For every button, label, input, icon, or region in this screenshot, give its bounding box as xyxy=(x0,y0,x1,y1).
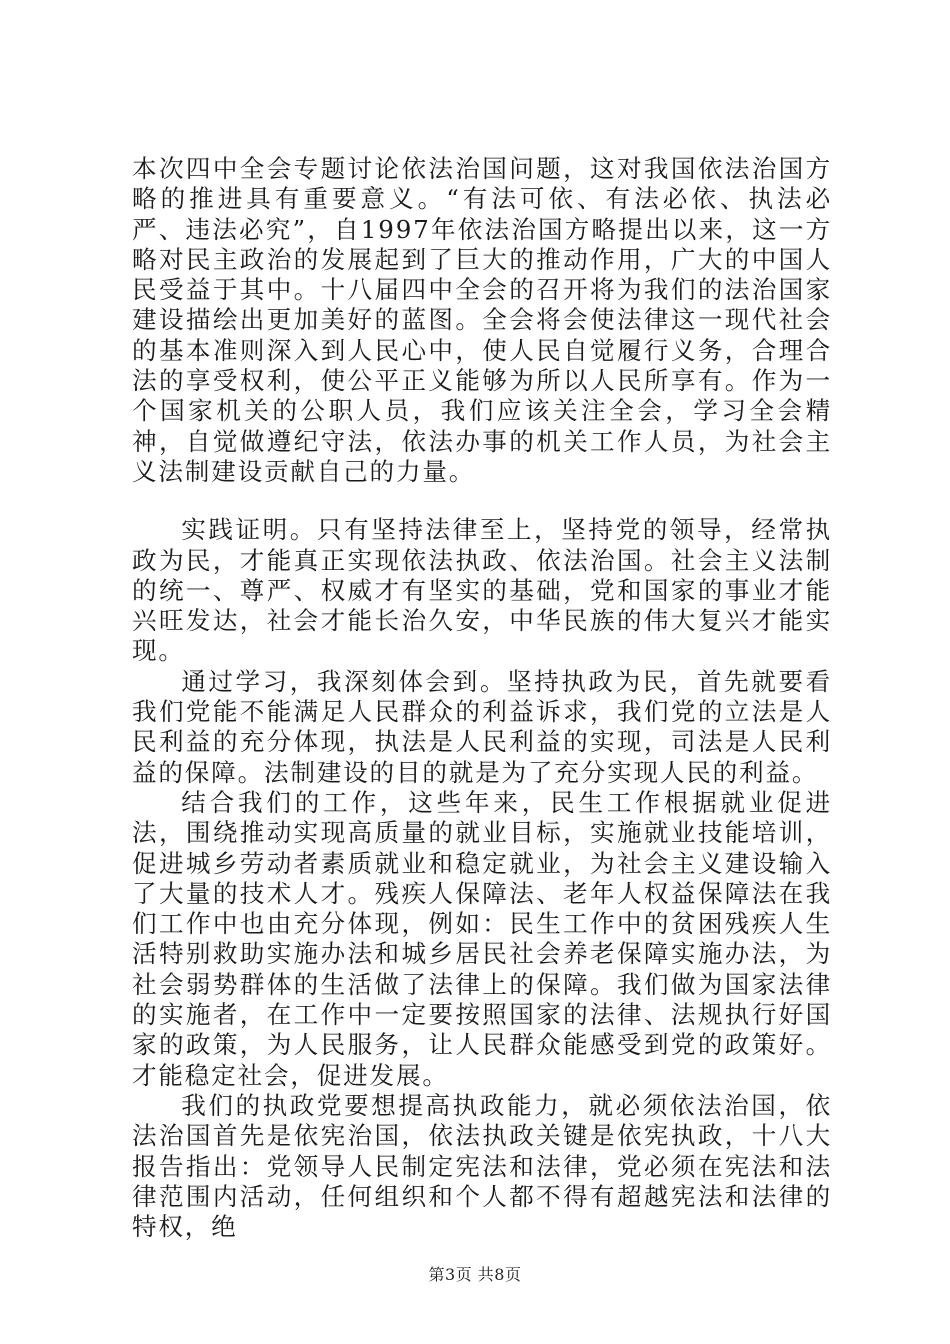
paragraph-gap xyxy=(132,487,832,515)
paragraph-1: 本次四中全会专题讨论依法治国问题，这对我国依法治国方略的推进具有重要意义。“有法可依、有法必依、执法必严、违法必究”，自1997年依法治国方略提出以来，这一方略对民主政治的发展起到了巨大的推动作用，广大的中国人民受益于其中。十八届四中全会的召开将为我们的法治国家建设描绘出更加美好的蓝图。全会将会使法律这一现代社会的基本准则深入到人民心中，使人民自觉履行义务，合理合法的享受权利，使公平正义能够为所以人民所享有。作为一个国家机关的公职人员，我们应该关注全会，学习全会精神，自觉做遵纪守法，依法办事的机关工作人员，为社会主义法制建设贡献自己的力量。 xyxy=(132,154,832,486)
paragraph-4: 结合我们的工作，这些年来，民生工作根据就业促进法，围绕推动实现高质量的就业目标，实施就业技能培训，促进城乡劳动者素质就业和稳定就业，为社会主义建设输入了大量的技术人才。残疾人保障法、老年人权益保障法在我们工作中也由充分体现，例如：民生工作中的贫困残疾人生活特别救助实施办法和城乡居民社会养老保障实施办法，为社会弱势群体的生活做了法律上的保障。我们做为国家法律的实施者，在工作中一定要按照国家的法律、法规执行好国家的政策，为人民服务，让人民群众能感受到党的政策好。才能稳定社会，促进发展。 xyxy=(132,787,832,1090)
page-footer: 第3页 共8页 xyxy=(428,1265,522,1284)
paragraph-2: 实践证明。只有坚持法律至上，坚持党的领导，经常执政为民，才能真正实现依法执政、依法治国。社会主义法制的统一、尊严、权威才有坚实的基础，党和国家的事业才能兴旺发达，社会才能长治久安，中华民族的伟大复兴才能实现。 xyxy=(132,515,832,666)
paragraph-3: 通过学习，我深刻体会到。坚持执政为民，首先就要看我们党能不能满足人民群众的利益诉求，我们党的立法是人民利益的充分体现，执法是人民利益的实现，司法是人民利益的保障。法制建设的目的就是为了充分实现人民的利益。 xyxy=(132,666,832,787)
document-body xyxy=(132,154,832,1242)
paragraph-5: 我们的执政党要想提高执政能力，就必须依法治国，依法治国首先是依宪治国，依法执政关键是依宪执政，十八大报告指出：党领导人民制定宪法和法律，党必须在宪法和法律范围内活动，任何组织和个人都不得有超越宪法和法律的特权，绝 xyxy=(132,1090,832,1242)
